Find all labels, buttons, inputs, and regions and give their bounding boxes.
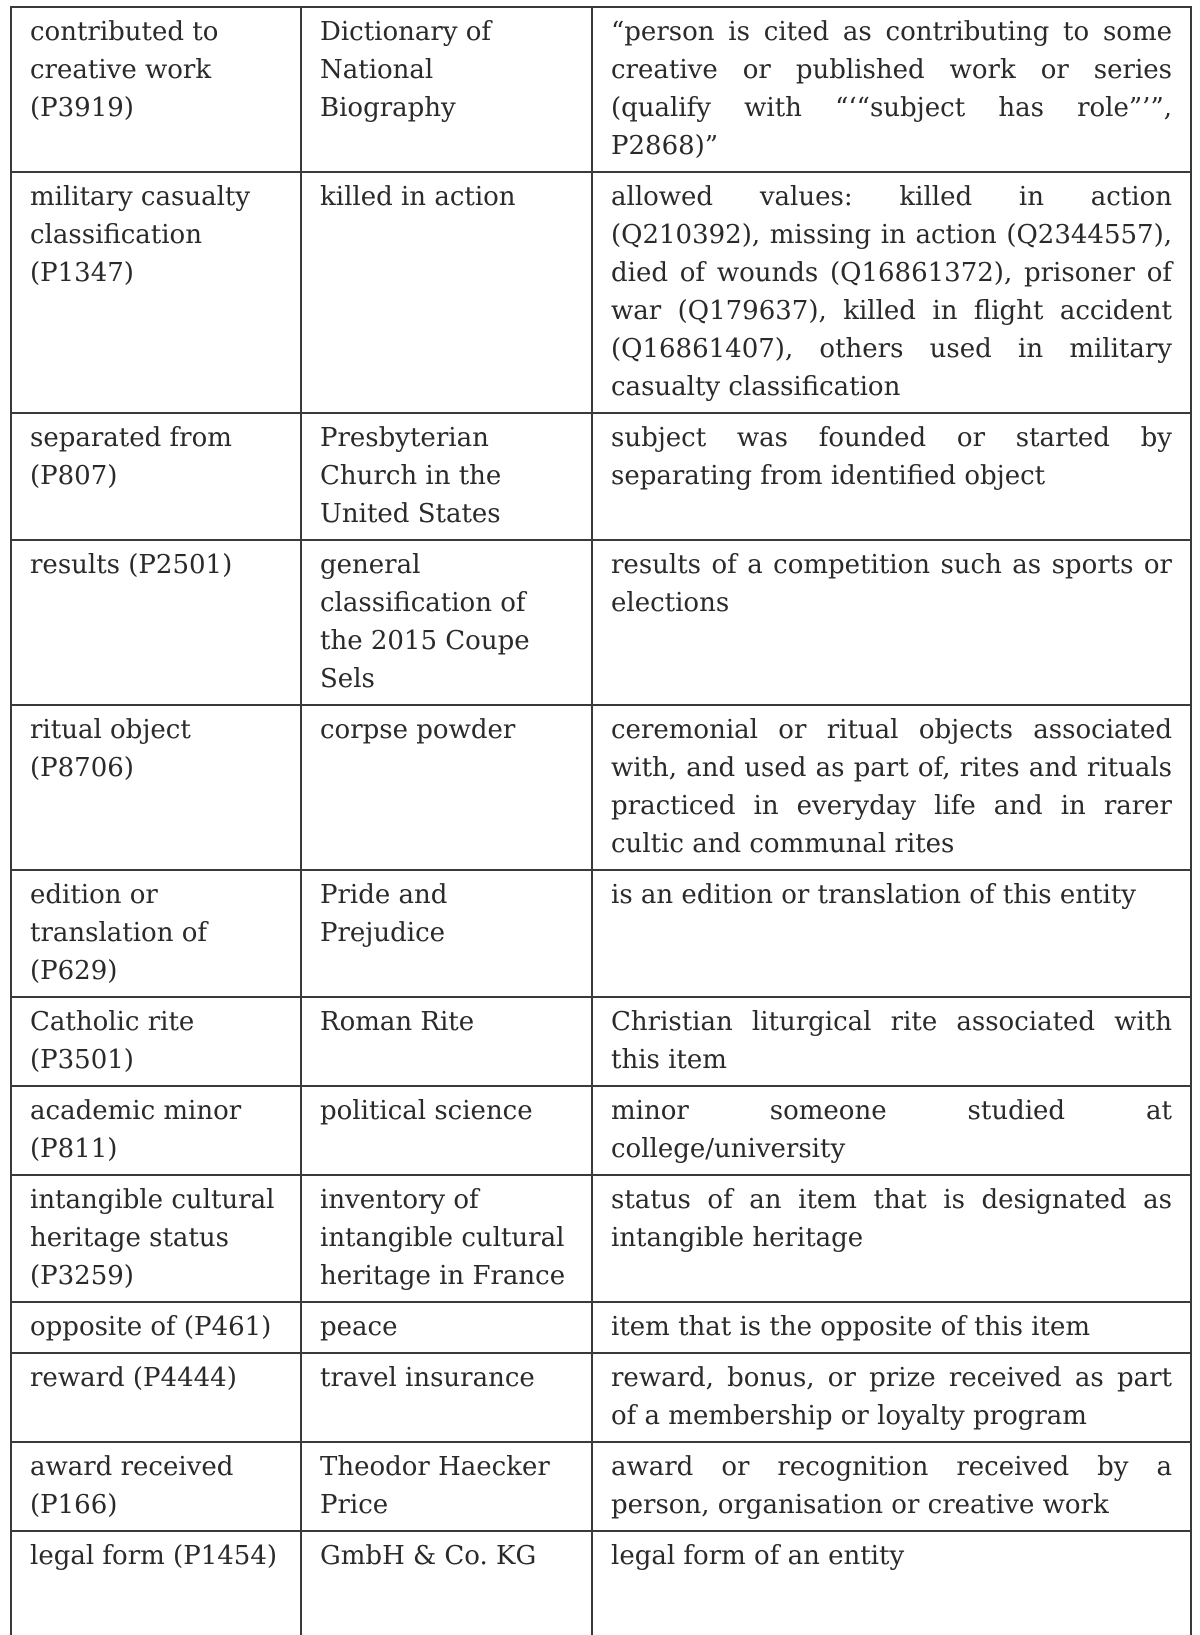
description-cell: allowed values: killed in action (Q210392), missing in action (Q2344557), died of wounds (Q16861372), prisoner of war (Q179637), killed in flight accident (Q16861407), others used in military casualty classification — [592, 172, 1191, 413]
table-row — [11, 1442, 1191, 1531]
description-cell: reward, bonus, or prize received as part of a membership or loyalty program — [592, 1353, 1191, 1442]
description-cell: minor someone studied at college/university — [592, 1086, 1191, 1175]
property-cell: edition or translation of (P629) — [11, 870, 301, 997]
example-value-cell: peace — [301, 1302, 592, 1353]
property-cell: results (P2501) — [11, 540, 301, 705]
description-cell: subject was founded or started by separating from identified object — [592, 413, 1191, 540]
property-table — [10, 6, 1192, 1635]
example-value-cell: inventory of intangible cultural heritage in France — [301, 1175, 592, 1302]
example-value-cell: Pride and Prejudice — [301, 870, 592, 997]
description-cell: legal form of an entity — [592, 1531, 1191, 1635]
description-cell: status of an item that is designated as intangible heritage — [592, 1175, 1191, 1302]
example-value-cell: Theodor Haecker Price — [301, 1442, 592, 1531]
table-row — [11, 1175, 1191, 1302]
table-row — [11, 413, 1191, 540]
example-value-cell: general classification of the 2015 Coupe Sels — [301, 540, 592, 705]
example-value-cell: Presbyterian Church in the United States — [301, 413, 592, 540]
property-cell: contributed to creative work (P3919) — [11, 7, 301, 172]
example-value-cell: political science — [301, 1086, 592, 1175]
example-value-cell: GmbH & Co. KG — [301, 1531, 592, 1635]
example-value-cell: Dictionary of National Biography — [301, 7, 592, 172]
table-row — [11, 997, 1191, 1086]
table-row — [11, 1353, 1191, 1442]
table-row — [11, 1531, 1191, 1635]
property-cell: intangible cultural heritage status (P3259) — [11, 1175, 301, 1302]
property-cell: separated from (P807) — [11, 413, 301, 540]
property-cell: legal form (P1454) — [11, 1531, 301, 1635]
example-value-cell: Roman Rite — [301, 997, 592, 1086]
table-row — [11, 7, 1191, 172]
property-cell: award received (P166) — [11, 1442, 301, 1531]
property-cell: Catholic rite (P3501) — [11, 997, 301, 1086]
table-row — [11, 1302, 1191, 1353]
example-value-cell: travel insurance — [301, 1353, 592, 1442]
property-cell: military casualty classification (P1347) — [11, 172, 301, 413]
property-cell: ritual object (P8706) — [11, 705, 301, 870]
property-cell: reward (P4444) — [11, 1353, 301, 1442]
property-cell: opposite of (P461) — [11, 1302, 301, 1353]
description-cell: results of a competition such as sports or elections — [592, 540, 1191, 705]
description-cell: Christian liturgical rite associated with this item — [592, 997, 1191, 1086]
property-table-container — [10, 6, 1190, 1635]
property-cell: academic minor (P811) — [11, 1086, 301, 1175]
table-row — [11, 540, 1191, 705]
description-cell: “person is cited as contributing to some creative or published work or series (qualify with “‘“subject has role”’”, P2868)” — [592, 7, 1191, 172]
table-row — [11, 705, 1191, 870]
table-row — [11, 1086, 1191, 1175]
table-row — [11, 172, 1191, 413]
example-value-cell: corpse powder — [301, 705, 592, 870]
example-value-cell: killed in action — [301, 172, 592, 413]
description-cell: ceremonial or ritual objects associated with, and used as part of, rites and rituals practiced in everyday life and in rarer cultic and communal rites — [592, 705, 1191, 870]
table-row — [11, 870, 1191, 997]
description-cell: award or recognition received by a person, organisation or creative work — [592, 1442, 1191, 1531]
description-cell: is an edition or translation of this entity — [592, 870, 1191, 997]
description-cell: item that is the opposite of this item — [592, 1302, 1191, 1353]
